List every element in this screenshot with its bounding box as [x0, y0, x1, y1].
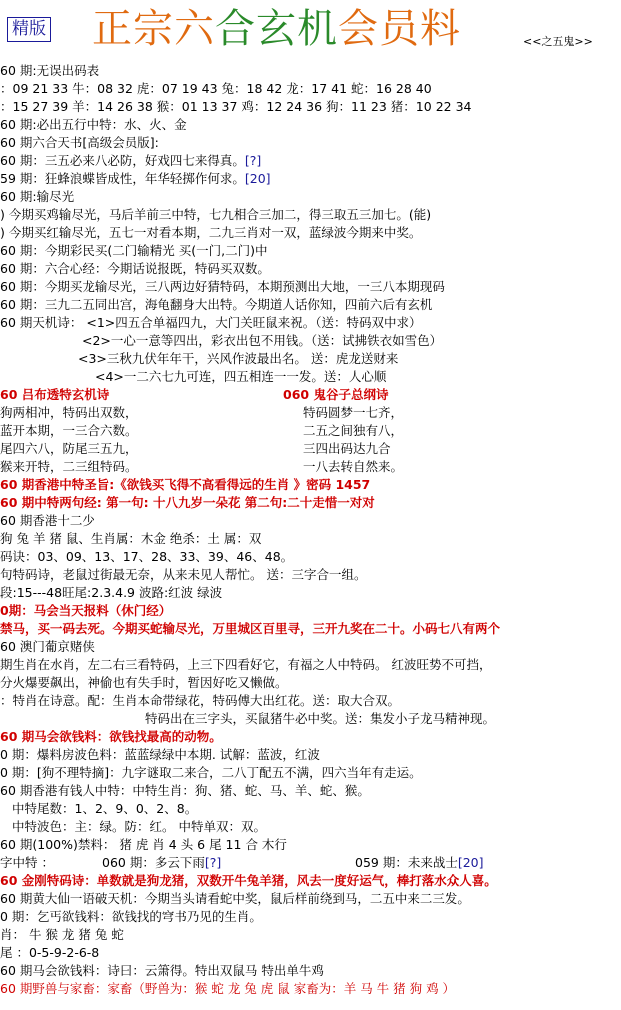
text-line: [0, 981, 455, 997]
text-line: [0, 243, 267, 259]
text-segment: 60 吕布透特玄机诗: [0, 387, 110, 402]
text-line: [95, 369, 386, 385]
text-line: [0, 459, 138, 475]
text-segment: 060 鬼谷子总纲诗: [283, 387, 389, 402]
text-segment: 0 期：[狗不理特摘]：九字谜取二来合，二八丁配五不满，四六当年有走运。: [0, 765, 422, 780]
text-line: [0, 639, 95, 655]
text-segment: 60 期黄大仙一语破天机：今期当头请看蛇中奖，鼠后样前绕到马，二五中来二三发。: [0, 891, 470, 906]
title-char: 宗: [133, 6, 174, 52]
text-line: [0, 441, 138, 457]
text-segment: 60 期马会欲钱料：欲钱找最高的动物。: [0, 729, 222, 744]
text-segment: 蓝开本期，一三合六数。: [0, 423, 138, 438]
text-segment: 60 期马会欲钱料：诗曰：云箫得。特出双鼠马 特出单牛鸡: [0, 963, 324, 978]
text-line: [0, 837, 287, 853]
title-char: 正: [92, 6, 133, 52]
text-line: [12, 801, 197, 817]
text-segment: ：15 27 39 羊：14 26 38 猴：01 13 37 鸡：12 24 36 狗：11 23 猪：10 22 34: [0, 99, 472, 114]
text-segment: <4>一二六七九可连，四五相连一一发。送：人心顺: [95, 369, 387, 384]
text-line: [0, 99, 471, 115]
text-segment: 二五之间独有八，: [303, 423, 404, 438]
text-line: [0, 171, 271, 187]
text-line: [0, 729, 222, 745]
text-segment: 三四出码达九合: [303, 441, 391, 456]
text-segment: ) 今期买红输尽光，五七一对看本期，二九三肖对一双，蓝绿波今期来中奖。: [0, 225, 422, 240]
text-line: [0, 567, 366, 583]
text-line: [0, 693, 400, 709]
text-segment: 060 期：多云下雨: [102, 855, 205, 870]
text-segment: 60 期香港十二少: [0, 513, 95, 528]
text-segment: 60 期(100%)禁料： 猪 虎 肖 4 头 6 尾 11 合 木行: [0, 837, 287, 852]
title-char: 合: [215, 6, 256, 52]
text-line: [82, 333, 442, 349]
title-char: 玄: [256, 6, 297, 52]
title-char: 会: [338, 6, 379, 52]
text-segment: 60 期：今期买龙输尽光，三八两边好猜特码，本期预测出大地，一三八本期现码: [0, 279, 445, 294]
text-segment: 猴来开特，二三组特码。: [0, 459, 138, 474]
text-line: [0, 315, 422, 331]
text-line: [0, 657, 491, 673]
text-segment: 分火爆要飙出，神偷也有失手时，暂因好吃又懒做。: [0, 675, 288, 690]
text-line: [0, 153, 261, 169]
text-line: [303, 405, 403, 421]
text-segment: 肖： 牛 猴 龙 猪 兔 蛇: [0, 927, 124, 942]
text-segment: 0期：马会当天报料（休门经）: [0, 603, 172, 618]
text-line: [283, 387, 388, 403]
page-header: [0, 0, 621, 60]
text-segment: 60 期香港中特圣旨:《欲钱买飞得不高看得远的生肖 》密码 1457: [0, 477, 371, 492]
text-line: [355, 855, 484, 871]
result-badge: [20]: [244, 171, 271, 186]
text-line: [0, 279, 445, 295]
text-line: [145, 711, 495, 727]
text-segment: 60 期中特两句经: 第一句: 十八九岁一朵花 第二句:二十走惜一对对: [0, 495, 375, 510]
text-segment: 60 期香港有钱人中特：中特生肖：狗、猪、蛇、马、羊、蛇、猴。: [0, 783, 370, 798]
text-line: [12, 819, 266, 835]
result-badge: [20]: [457, 855, 484, 870]
page-title: [92, 4, 461, 54]
text-line: [78, 351, 398, 367]
text-segment: 0 期：爆料房波色料：蓝蓝绿绿中本期. 试解：蓝波，红波: [0, 747, 320, 762]
text-line: [0, 189, 74, 205]
text-line: [0, 747, 320, 763]
edition-badge: 精版: [7, 17, 51, 42]
text-segment: 60 期天机诗： <1>四五合单福四九，大门关旺鼠来祝。（送：特码双中求）: [0, 315, 422, 330]
text-line: [0, 423, 138, 439]
text-segment: 禁马，买一码去死。今期买蛇输尽光，万里城区百里寻，三开九奖在二十。小码七八有两个: [0, 621, 501, 636]
text-segment: 60 期六合天书[高级会员版]:: [0, 135, 159, 150]
title-char: 料: [420, 6, 461, 52]
text-segment: <2>一心一意等四出，彩衣出包不用钱。（送：试拂铁衣如雪色）: [82, 333, 443, 348]
text-line: [0, 297, 432, 313]
text-line: [0, 405, 138, 421]
text-segment: 60 期:无误出码表: [0, 63, 100, 78]
text-segment: 码诀：03、09、13、17、28、33、39、46、48。: [0, 549, 294, 564]
title-char: 机: [297, 6, 338, 52]
text-segment: 60 金刚特码诗：单数就是狗龙猪，双数开牛兔羊猪，风去一度好运气，棒打落水众人喜。: [0, 873, 497, 888]
text-line: [0, 621, 500, 637]
text-segment: 尾四六八，防尾三五九，: [0, 441, 138, 456]
result-badge: [?]: [244, 153, 262, 168]
text-segment: 59 期：狂蜂浪蝶皆成性，年华轻掷作何求。: [0, 171, 245, 186]
text-line: [0, 855, 54, 871]
text-segment: 60 澳门葡京赌侠: [0, 639, 95, 654]
result-badge: [?]: [204, 855, 222, 870]
text-segment: 特码圆梦一七齐，: [303, 405, 404, 420]
text-line: [0, 585, 222, 601]
text-segment: 60 期：六合心经：今期话说报既，特码买双数。: [0, 261, 270, 276]
text-segment: <3>三秋九伏年年干，兴风作波最出名。 送：虎龙送财来: [78, 351, 399, 366]
text-line: [0, 63, 99, 79]
text-line: [0, 945, 99, 961]
text-segment: 60 期：三五必来八必防，好戏四七来得真。: [0, 153, 245, 168]
text-segment: 狗两相冲，特码出双数，: [0, 405, 138, 420]
text-line: [0, 207, 431, 223]
text-segment: ：特肖在诗意。配：生肖本命带绿花，特码傅大出红花。送：取大合双。: [0, 693, 401, 708]
title-char: 员: [379, 6, 420, 52]
text-line: [0, 765, 422, 781]
text-line: [0, 261, 270, 277]
text-line: [303, 441, 391, 457]
text-segment: ) 今期买鸡输尽光，马后羊前三中特，七九相合三加二，得三取五三加七。(能): [0, 207, 432, 222]
text-segment: 段:15---48旺尾:2.3.4.9 波路:红波 绿波: [0, 585, 223, 600]
text-line: [0, 783, 370, 799]
text-line: [0, 117, 187, 133]
text-segment: 60 期:必出五行中特：水、火、金: [0, 117, 187, 132]
text-segment: 特码出在三字头，买鼠猪牛必中奖。送：集发小子龙马精神现。: [145, 711, 496, 726]
text-line: [0, 387, 109, 403]
text-segment: 0 期：乞丐欲钱料：欲钱找的穹书乃见的生肖。: [0, 909, 262, 924]
text-segment: 059 期：未来战士: [355, 855, 458, 870]
text-segment: 60 期：今期彩民买(二门输精光 买(一门,二门)中: [0, 243, 268, 258]
text-line: [0, 873, 497, 889]
text-line: [0, 513, 95, 529]
text-line: [0, 909, 262, 925]
text-line: [303, 459, 403, 475]
header-tag: <<之五鬼>>: [523, 35, 593, 48]
text-line: [0, 675, 288, 691]
text-line: [0, 891, 470, 907]
text-line: [0, 135, 159, 151]
text-segment: 中特尾数：1、2、9、0、2、8。: [12, 801, 198, 816]
text-segment: 期生肖在水肖，左二右三看特码，上三下四看好它，有福之人中特码。 红波旺势不可挡，: [0, 657, 492, 672]
text-line: [0, 477, 370, 493]
text-line: [0, 549, 293, 565]
text-segment: 句特码诗，老鼠过街最无奈，从来未见人帮忙。 送：三字合一组。: [0, 567, 367, 582]
title-char: 六: [174, 6, 215, 52]
text-line: [0, 531, 261, 547]
text-segment: 尾 ：0-5-9-2-6-8: [0, 945, 100, 960]
text-line: [0, 963, 324, 979]
text-segment: ：09 21 33 牛：08 32 虎：07 19 43 兔：18 42 龙：17 41 蛇：16 28 40: [0, 81, 432, 96]
text-line: [0, 81, 432, 97]
text-segment: 中特波色：主：绿。防：红。 中特单双：双。: [12, 819, 266, 834]
text-line: [0, 927, 124, 943]
text-line: [102, 855, 221, 871]
text-segment: 60 期:输尽光: [0, 189, 75, 204]
text-line: [0, 495, 375, 511]
text-segment: 60 期野兽与家畜：家畜（野兽为：猴 蛇 龙 兔 虎 鼠 家畜为：羊 马 牛 猪 狗 鸡 ）: [0, 981, 456, 996]
text-segment: 狗 兔 羊 猪 鼠、生肖属：木金 绝杀：土 属：双: [0, 531, 262, 546]
text-line: [0, 225, 421, 241]
text-segment: 字中特 ：: [0, 855, 54, 870]
text-segment: 一八去转自然来。: [303, 459, 404, 474]
text-line: [0, 603, 171, 619]
text-line: [303, 423, 403, 439]
text-segment: 60 期：三九二五同出宫，海龟翻身大出特。今期道人话你知，四前六后有玄机: [0, 297, 433, 312]
